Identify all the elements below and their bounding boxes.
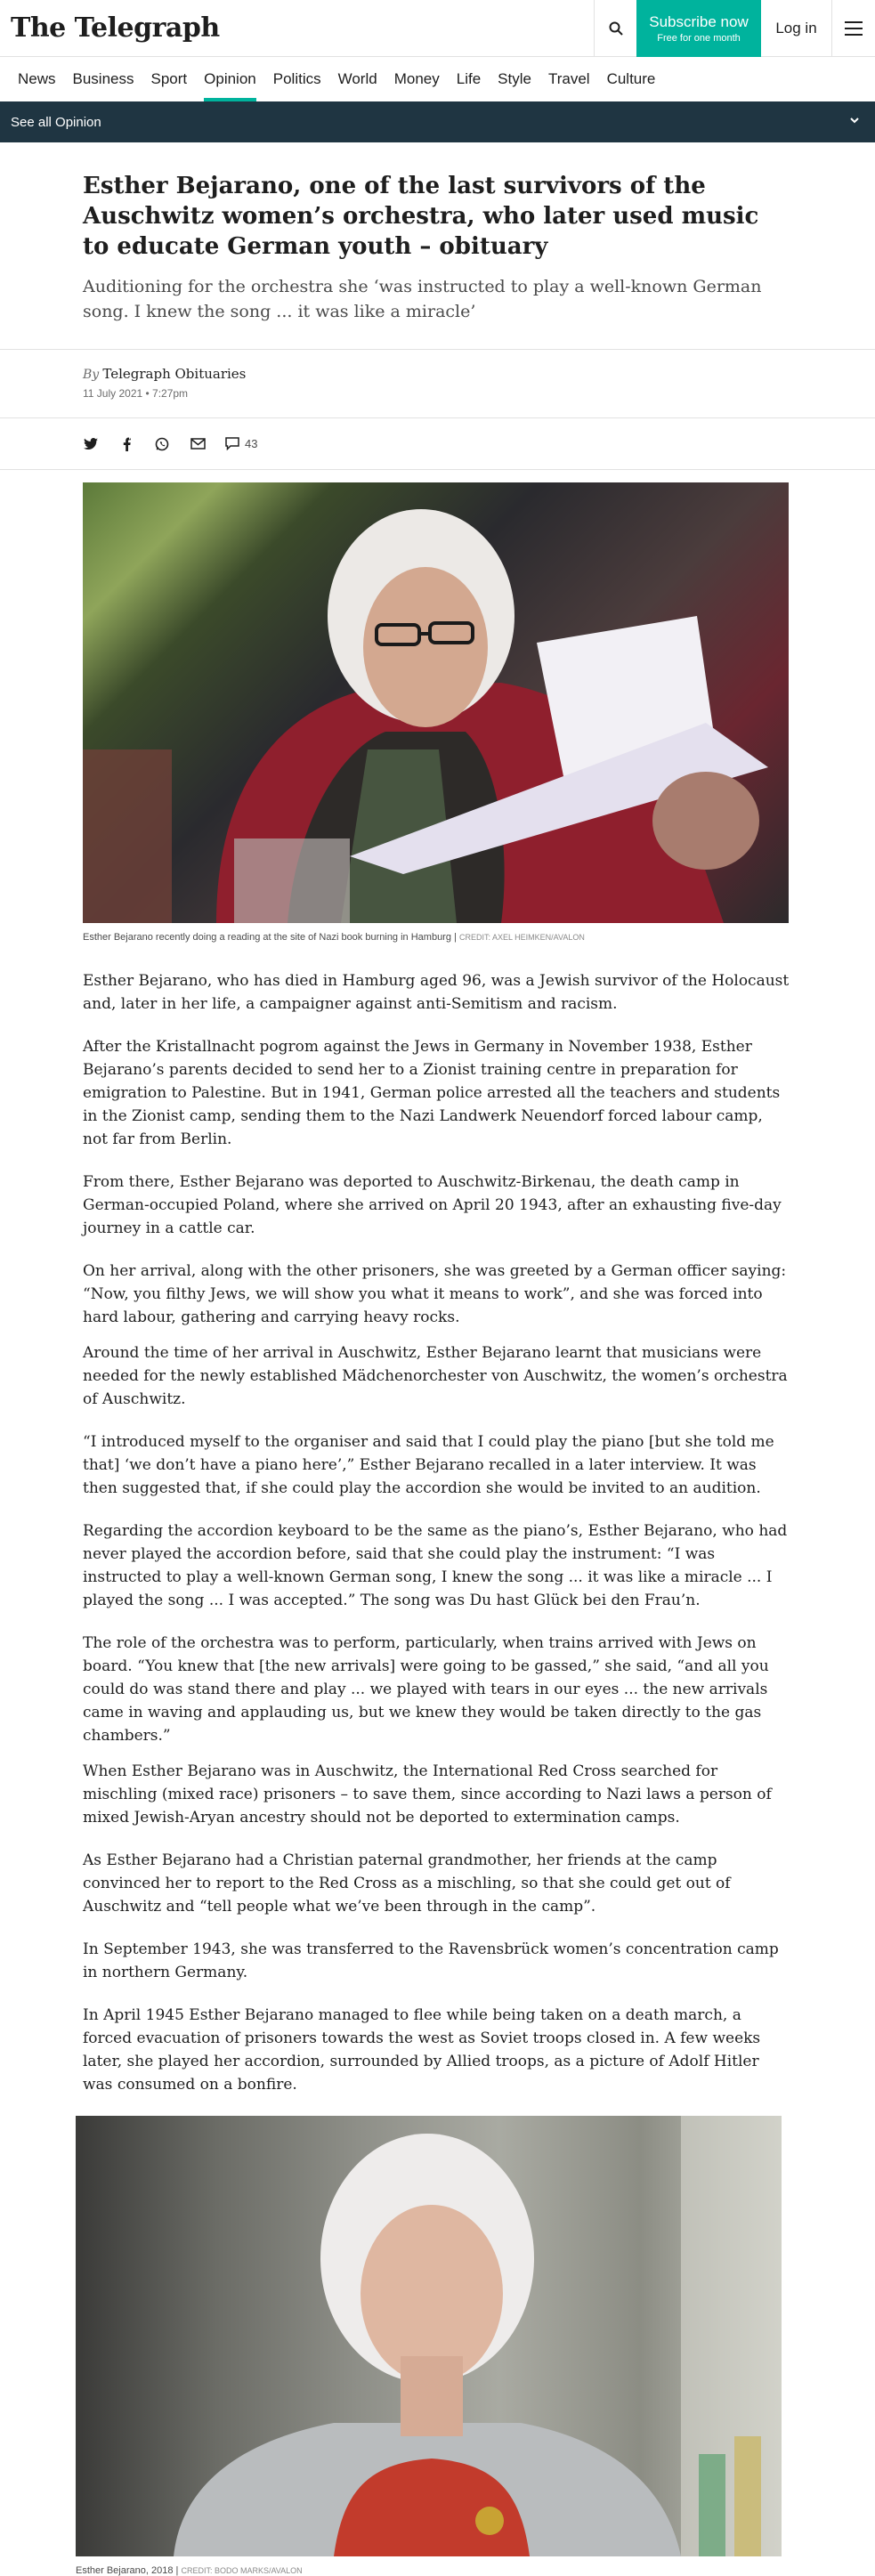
byline-section <box>0 350 875 418</box>
section-bar-label: See all Opinion <box>11 114 101 130</box>
share-email-button[interactable] <box>190 436 206 452</box>
nav-item-culture[interactable]: Culture <box>606 70 656 87</box>
facebook-icon <box>123 437 131 451</box>
nav-item-opinion[interactable]: Opinion <box>204 57 256 101</box>
second-photo-illustration <box>76 2116 782 2556</box>
subscribe-label: Subscribe now <box>649 13 749 30</box>
nav-item-sport[interactable]: Sport <box>150 70 188 87</box>
second-figure <box>76 2116 782 2576</box>
paragraph: After the Kristallnacht pogrom against the Jews in Germany in November 1938, Esther Bejarano’s parents decided to send her to a Zionist training centre in preparation for emigration to Palestine. But in 1941, German police arrested all the teachers and students in the Zionist camp, sending them to the Nazi Landwerk Neuendorf forced labour camp, not far from Berlin. <box>83 1038 781 1148</box>
caption-text: Esther Bejarano, 2018 <box>76 2565 174 2576</box>
lead-photo-illustration <box>83 482 789 923</box>
paragraph: Regarding the accordion keyboard to be the same as the piano’s, Esther Bejarano, who had never played the accordion before, said that she could play the instrument: “I was instructed to play a well-known German song, I knew the song ... it was like a miracle ... I played the song ... I was accepted.” The song was Du hast Glück bei den Frau’n. <box>83 1522 788 1609</box>
nav-item-news[interactable]: News <box>18 70 56 87</box>
menu-icon <box>845 21 863 23</box>
byline <box>83 366 792 382</box>
lead-photo-caption: Esther Bejarano recently doing a reading at the site of Nazi book burning in Hamburg | CREDIT: AXEL HEIMKEN/AVALON <box>83 932 585 943</box>
subscribe-button[interactable] <box>636 0 761 57</box>
site-header <box>0 0 875 57</box>
paragraph: In September 1943, she was transferred to the Ravensbrück women’s concentration camp in northern Germany. <box>83 1940 779 1981</box>
header-actions <box>594 0 875 57</box>
search-button[interactable] <box>594 0 636 57</box>
article-header <box>0 142 875 350</box>
second-photo[interactable] <box>76 2116 782 2556</box>
nav-item-money[interactable]: Money <box>393 70 440 87</box>
paragraph: The role of the orchestra was to perform, particularly, when trains arrived with Jews on board. “You knew that [the new arrivals] were going to be gassed,” she said, “and all you could do was stand there and play ... we played with tears in our eyes ... the new arrivals came in waving and applauding us, but we knew they would be taken directly to the gas chambers.” <box>83 1634 769 1745</box>
comment-count: 43 <box>245 437 258 450</box>
comments-link[interactable] <box>225 437 257 450</box>
article-body <box>0 969 875 2096</box>
twitter-icon <box>84 438 98 450</box>
section-bar[interactable] <box>0 101 875 142</box>
paragraph: When Esther Bejarano was in Auschwitz, the International Red Cross searched for mischling (mixed race) prisoners – to save them, since according to Nazi laws a person of mixed Jewish-Aryan ancestry should not be deported to extermination camps. <box>83 1762 772 1827</box>
nav-item-travel[interactable]: Travel <box>547 70 590 87</box>
main-nav <box>0 57 875 101</box>
caption-credit: CREDIT: BODO MARKS/AVALON <box>181 2566 303 2575</box>
byline-prefix: By <box>83 368 100 382</box>
lead-photo[interactable] <box>83 482 789 923</box>
share-bar <box>0 418 875 470</box>
menu-button[interactable] <box>832 0 875 57</box>
share-whatsapp-button[interactable] <box>154 436 170 452</box>
nav-item-world[interactable]: World <box>337 70 377 87</box>
whatsapp-icon <box>155 437 169 451</box>
caption-credit: CREDIT: AXEL HEIMKEN/AVALON <box>458 933 585 942</box>
headline: Esther Bejarano, one of the last survivors of the Auschwitz women’s orchestra, who later used music to educate German youth – obituary <box>83 173 759 260</box>
paragraph: Around the time of her arrival in Auschwitz, Esther Bejarano learnt that musicians were needed for the newly established Mädchenorchester von Auschwitz, the women’s orchestra of Auschwitz. <box>83 1344 788 1408</box>
byline-author[interactable]: Telegraph Obituaries <box>102 366 247 382</box>
standfirst: Auditioning for the orchestra she ‘was instructed to play a well-known German song. I knew the song ... it was like a miracle’ <box>83 277 762 321</box>
share-twitter-button[interactable] <box>83 436 99 452</box>
email-icon <box>190 438 206 450</box>
search-icon <box>609 21 623 36</box>
caption-text: Esther Bejarano recently doing a reading at the site of Nazi book burning in Hamburg <box>83 932 451 943</box>
chevron-down-icon <box>848 114 861 126</box>
paragraph: In April 1945 Esther Bejarano managed to flee while being taken on a death march, a forced evacuation of prisoners towards the west as Soviet troops closed in. A few weeks later, she played her accordion, surrounded by Allied troops, as a picture of Adolf Hitler was consumed on a bonfire. <box>83 2006 761 2094</box>
paragraph: Esther Bejarano, who has died in Hamburg aged 96, was a Jewish survivor of the Holocaust and, later in her life, a campaigner against anti-Semitism and racism. <box>83 972 790 1013</box>
subscribe-sublabel: Free for one month <box>657 33 741 44</box>
lead-figure <box>83 482 789 943</box>
nav-item-politics[interactable]: Politics <box>272 70 321 87</box>
paragraph: From there, Esther Bejarano was deported to Auschwitz-Birkenau, the death camp in German-occupied Poland, where she arrived on April 20 1943, after an exhausting five-day journey in a cattle car. <box>83 1173 782 1237</box>
share-facebook-button[interactable] <box>118 436 134 452</box>
paragraph: “I introduced myself to the organiser and said that I could play the piano [but she told me that] ‘we don’t have a piano here’,” Esther Bejarano recalled in a later interview. It was then suggested that, if she could play the accordion she would be invited to an audition. <box>83 1433 774 1497</box>
nav-item-business[interactable]: Business <box>72 70 134 87</box>
site-logo[interactable]: The Telegraph <box>11 12 220 44</box>
login-button[interactable]: Log in <box>761 0 832 57</box>
second-photo-caption: Esther Bejarano, 2018 | CREDIT: BODO MARKS/AVALON <box>76 2565 303 2576</box>
nav-item-style[interactable]: Style <box>498 70 531 87</box>
paragraph: On her arrival, along with the other prisoners, she was greeted by a German officer saying: “Now, you filthy Jews, we will show you what it means to work”, and she was forced into hard labour, gathering and carrying heavy rocks. <box>83 1262 787 1326</box>
nav-item-life[interactable]: Life <box>456 70 482 87</box>
paragraph: As Esther Bejarano had a Christian paternal grandmother, her friends at the camp convinced her to report to the Red Cross as a mischling, so that she could get out of Auschwitz and “tell people what we’ve been through in the camp”. <box>83 1851 731 1916</box>
publish-date: 11 July 2021 • 7:27pm <box>83 387 189 400</box>
comment-icon <box>225 437 239 450</box>
